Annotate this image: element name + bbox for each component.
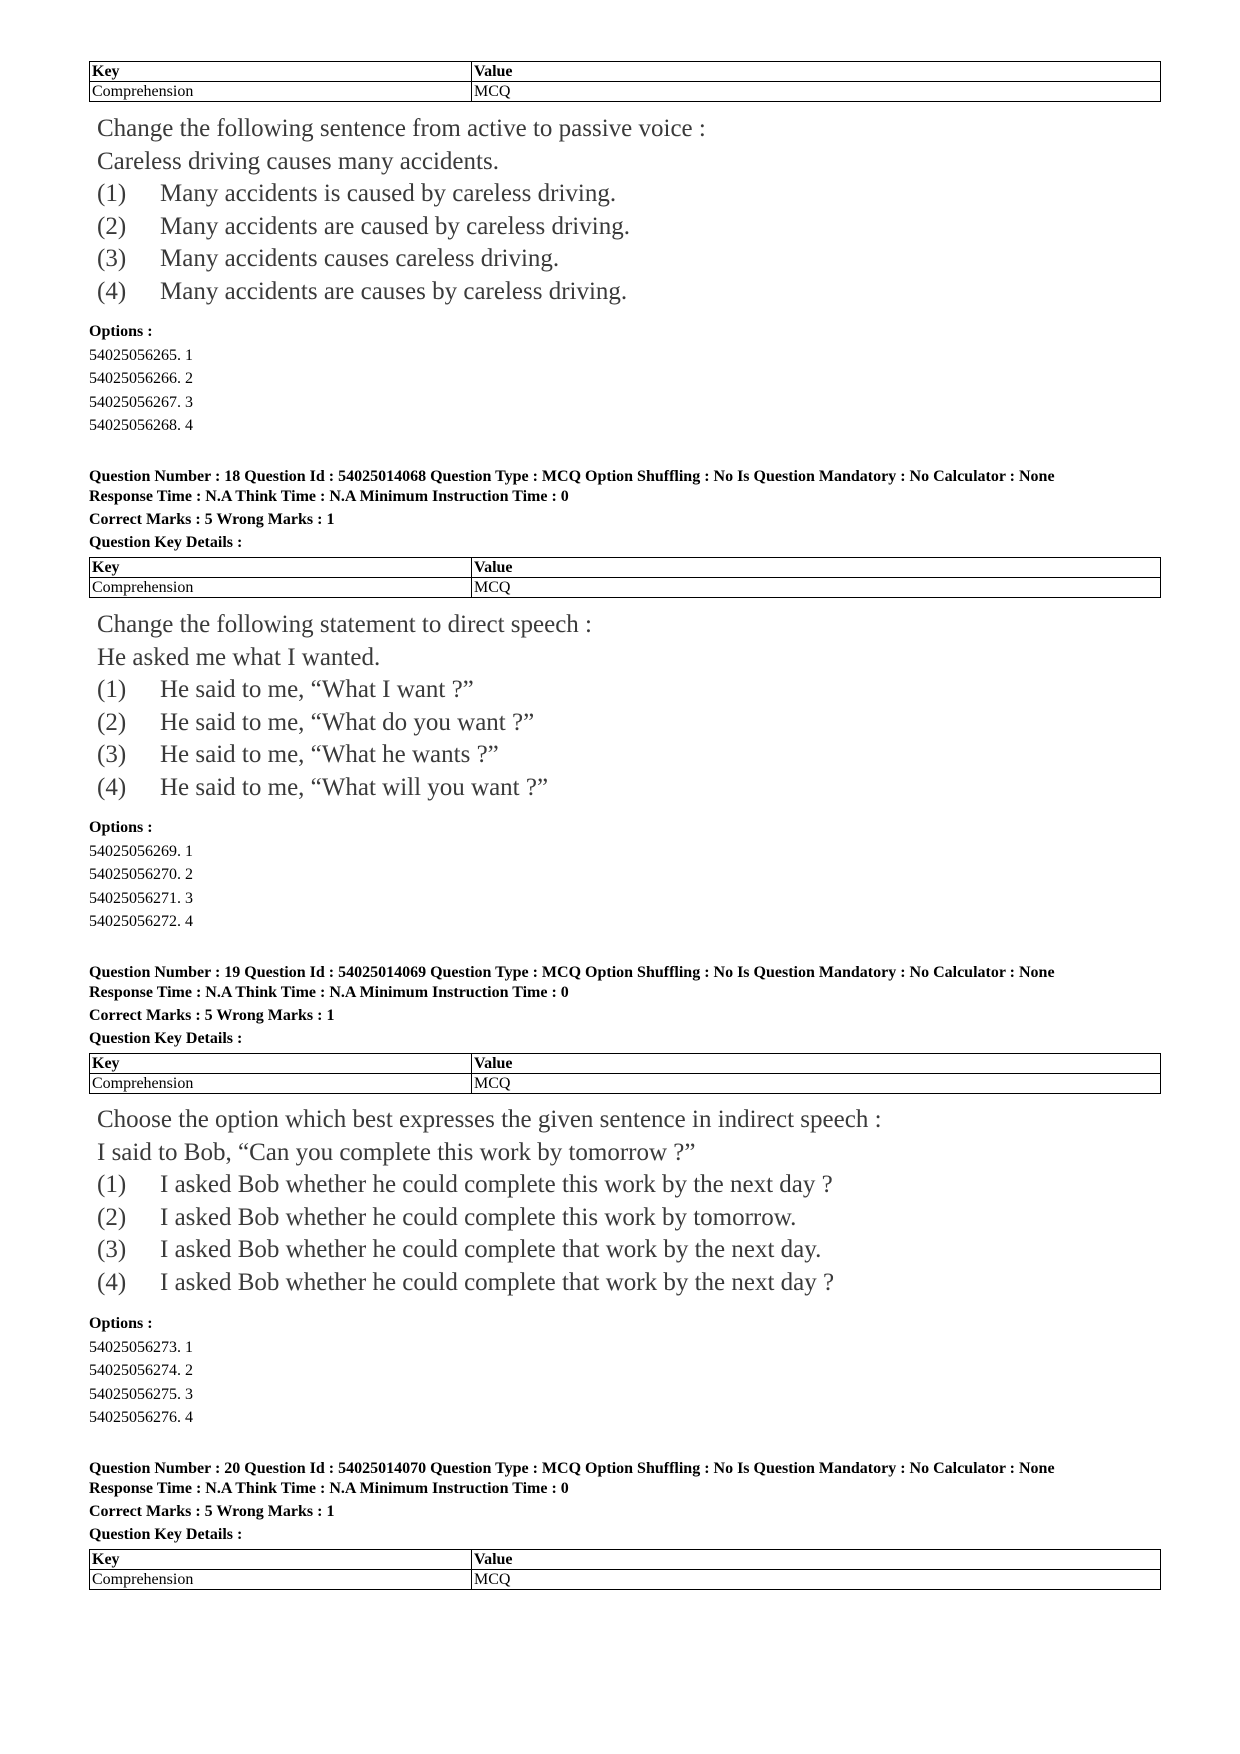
choice-text: He said to me, “What he wants ?” [160,741,499,768]
choice-number: (4) [97,277,127,305]
key-cell: Comprehension [90,82,472,102]
option-id: 54025056267. 3 [89,393,193,411]
choice-text: He said to me, “What I want ?” [160,676,474,703]
key-cell: Comprehension [90,1074,472,1094]
question-meta-line: Question Number : 19 Question Id : 54025014069 Question Type : MCQ Option Shuffling : No Is Question Mandatory : No Calculator : None [89,964,1055,981]
question-key-table [89,1053,1161,1094]
question-body [97,113,1157,308]
choice-text: Many accidents are caused by careless driving. [160,212,630,240]
key-cell: Comprehension [90,1570,472,1590]
options-title: Options : [89,1315,153,1332]
choice-text: I asked Bob whether he could complete that work by the next day ? [160,1268,835,1296]
choice-number: (4) [97,1268,127,1296]
value-cell: MCQ [472,82,1161,102]
question-meta-line: Response Time : N.A Think Time : N.A Minimum Instruction Time : 0 [89,1480,569,1497]
question-body [97,609,1157,804]
choice-item [97,772,1157,805]
choice-text: He said to me, “What do you want ?” [160,708,535,736]
option-id: 54025056276. 4 [89,1409,193,1426]
value-header: Value [472,1550,1161,1570]
question-marks: Correct Marks : 5 Wrong Marks : 1 [89,511,335,528]
choice-item [97,1267,1157,1300]
key-header: Key [90,1550,472,1570]
choice-number: (2) [97,1203,127,1231]
value-header: Value [472,1054,1161,1074]
choice-text: I asked Bob whether he could complete this work by the next day ? [160,1171,833,1198]
choice-item [97,178,1157,211]
option-id: 54025056268. 4 [89,417,193,434]
question-key-details-label: Question Key Details : [89,1030,243,1047]
question-meta [89,963,1055,1049]
option-id: 54025056275. 3 [89,1385,193,1403]
value-header: Value [472,62,1161,82]
options-title: Options : [89,819,153,836]
choice-number: (1) [97,1171,127,1198]
choice-text: He said to me, “What will you want ?” [160,773,549,801]
question-key-table [89,1549,1161,1590]
choice-number: (3) [97,245,127,272]
key-header: Key [90,62,472,82]
option-id: 54025056271. 3 [89,889,193,907]
key-header: Key [90,558,472,578]
question-instruction: Choose the option which best expresses the given sentence in indirect speech : [97,1106,882,1133]
option-id: 54025056272. 4 [89,913,193,930]
question-meta-line: Question Number : 18 Question Id : 54025014068 Question Type : MCQ Option Shuffling : No Is Question Mandatory : No Calculator : None [89,468,1055,485]
choice-item [97,276,1157,309]
question-body [97,1104,1157,1299]
choice-number: (3) [97,1236,127,1263]
question-meta [89,467,1055,553]
options-list [89,1312,193,1430]
key-header: Key [90,1054,472,1074]
question-instruction: Change the following statement to direct speech : [97,611,592,638]
options-list [89,816,193,934]
question-meta [89,1459,1055,1545]
question-meta-line: Question Number : 20 Question Id : 54025014070 Question Type : MCQ Option Shuffling : No Is Question Mandatory : No Calculator : None [89,1460,1055,1477]
choice-item [97,707,1157,740]
choice-item [97,674,1157,707]
question-marks: Correct Marks : 5 Wrong Marks : 1 [89,1007,335,1024]
choice-number: (3) [97,741,127,768]
option-id: 54025056273. 1 [89,1338,193,1356]
key-cell: Comprehension [90,578,472,598]
choice-item [97,1202,1157,1235]
options-title: Options : [89,323,153,340]
choice-number: (2) [97,212,127,240]
option-id: 54025056269. 1 [89,842,193,860]
question-key-details-label: Question Key Details : [89,534,243,551]
choice-number: (1) [97,676,127,703]
choice-text: I asked Bob whether he could complete that work by the next day. [160,1236,822,1263]
option-id: 54025056265. 1 [89,346,193,364]
question-key-table [89,61,1161,102]
question-marks: Correct Marks : 5 Wrong Marks : 1 [89,1503,335,1520]
choice-item [97,243,1157,276]
question-instruction: Change the following sentence from active to passive voice : [97,115,706,142]
choice-text: Many accidents is caused by careless driving. [160,180,617,207]
option-id: 54025056274. 2 [89,1362,193,1379]
question-meta-line: Response Time : N.A Think Time : N.A Minimum Instruction Time : 0 [89,488,569,505]
question-meta-line: Response Time : N.A Think Time : N.A Minimum Instruction Time : 0 [89,984,569,1001]
choice-item [97,1169,1157,1202]
choice-item [97,211,1157,244]
question-sentence: He asked me what I wanted. [97,643,381,671]
question-key-table [89,557,1161,598]
question-sentence: I said to Bob, “Can you complete this work by tomorrow ?” [97,1138,696,1166]
value-cell: MCQ [472,1074,1161,1094]
choice-number: (4) [97,773,127,801]
options-list [89,320,193,438]
choice-text: Many accidents causes careless driving. [160,245,560,272]
choice-text: Many accidents are causes by careless driving. [160,277,628,305]
value-cell: MCQ [472,1570,1161,1590]
option-id: 54025056266. 2 [89,370,193,387]
option-id: 54025056270. 2 [89,866,193,883]
value-cell: MCQ [472,578,1161,598]
choice-item [97,1234,1157,1267]
choice-text: I asked Bob whether he could complete this work by tomorrow. [160,1203,797,1231]
choice-number: (1) [97,180,127,207]
value-header: Value [472,558,1161,578]
choice-number: (2) [97,708,127,736]
question-sentence: Careless driving causes many accidents. [97,147,499,175]
choice-item [97,739,1157,772]
question-key-details-label: Question Key Details : [89,1526,243,1543]
